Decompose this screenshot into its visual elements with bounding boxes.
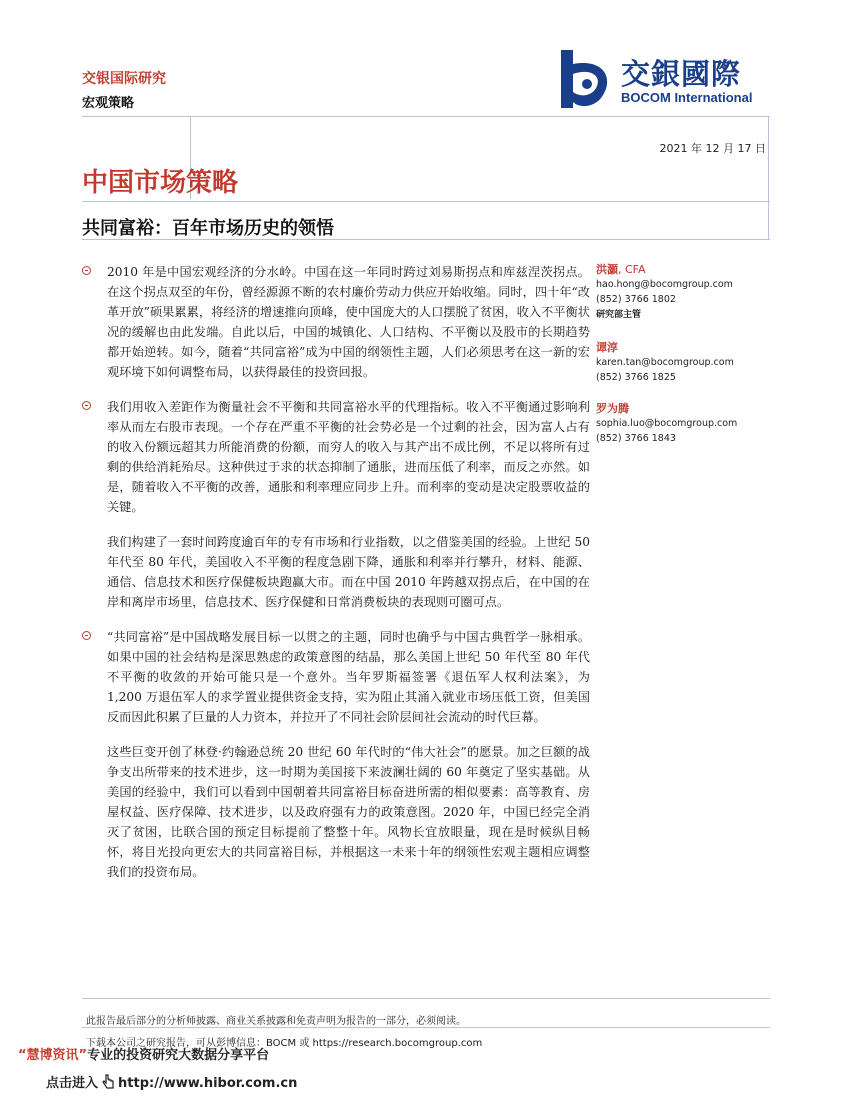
- bullet-icon: [82, 401, 91, 410]
- watermark-prefix: 点击进入: [46, 1076, 99, 1091]
- page-title: 中国市场策略: [82, 168, 239, 198]
- analyst-email[interactable]: sophia.luo@bocomgroup.com: [596, 418, 738, 429]
- watermark-slogan: 专业的投资研究大数据分享平台: [87, 1048, 270, 1063]
- paragraph: [82, 627, 590, 727]
- watermark-link-line[interactable]: [46, 1072, 297, 1091]
- hand-cursor-icon: [100, 1074, 116, 1090]
- analyst-phone: (852) 3766 1825: [596, 372, 676, 383]
- download-note[interactable]: 下载本公司之研究报告，可从彭博信息：BOCM 或 https://research.bocomgroup.com: [86, 1038, 483, 1049]
- divider: [82, 1027, 770, 1028]
- divider: [82, 116, 770, 117]
- analyst-credential: , CFA: [618, 263, 646, 276]
- analyst-name: 洪灝: [596, 263, 618, 276]
- divider: [82, 201, 770, 202]
- analyst-sidebar: [596, 258, 776, 458]
- report-body: [82, 262, 590, 897]
- paragraph-text: 2010 年是中国宏观经济的分水岭。中国在这一年同时跨过刘易斯拐点和库兹涅茨拐点。在这个拐点双至的年份，曾经源源不断的农村廉价劳动力供应开始收缩。同时，四十年“改革开放”硕果累累，将经济的增速推向顶峰，使中国庞大的人口摆脱了贫困，收入不平衡状况的缓解也由此发端。自此以后，中国的城镇化、人口结构、不平衡以及股市的长期趋势都开始逆转。如今，随着“共同富裕”成为中国的纲领性主题，人们必须思考在这一新的宏观环境下如何调整布局，以获得最佳的投资回报。: [107, 265, 590, 379]
- disclaimer-note: 此报告最后部分的分析师披露、商业关系披露和免责声明为报告的一部分，必须阅读。: [86, 1016, 466, 1027]
- analyst-email[interactable]: karen.tan@bocomgroup.com: [596, 357, 734, 368]
- watermark-url[interactable]: http://www.hibor.com.cn: [118, 1076, 298, 1091]
- analyst-phone: (852) 3766 1802: [596, 294, 676, 305]
- report-date: 2021 年 12 月 17 日: [659, 142, 766, 155]
- analyst-role: 研究部主管: [596, 310, 642, 320]
- paragraph-text: “共同富裕”是中国战略发展目标一以贯之的主题，同时也确乎与中国古典哲学一脉相承。如果中国的社会结构是深思熟虑的政策意图的结晶，那么美国上世纪 50 年代至 80 年代不平衡的收敛的开始可能只是一个意外。当年罗斯福签署《退伍军人权利法案》，为 1,200 万退伍军人的求学置业提供资金支持，实为阻止其涌入就业市场压低工资，但美国反而因此积累了巨量的人力资本，并拉开了不同社会阶层间社会流动的时代巨幕。: [107, 630, 590, 724]
- paragraph-text: 我们用收入差距作为衡量社会不平衡和共同富裕水平的代理指标。收入不平衡通过影响利率从而左右股市表现。一个存在严重不平衡的社会势必是一个过剩的社会，因为富人占有的收入份额远超其力所能消费的份额，而穷人的收入与其产出不成比例，不足以将所有过剩的供给消耗殆尽。这种供过于求的状态抑制了通胀，进而压低了利率，而反之亦然。如是，随着收入不平衡的改善，通胀和利率理应同步上升。而利率的变动是决定股票收益的关键。: [107, 400, 590, 514]
- divider: [768, 117, 769, 239]
- paragraph: [82, 532, 590, 612]
- analyst-card: [596, 336, 776, 385]
- paragraph: [82, 397, 590, 517]
- analyst-card: [596, 258, 776, 324]
- org-name: 交银国际研究: [82, 71, 166, 87]
- paragraph: [82, 262, 590, 382]
- analyst-name: 谭淳: [596, 341, 618, 354]
- logo-name-en: BOCOM International: [621, 90, 753, 105]
- analyst-name: 罗为腾: [596, 402, 629, 415]
- paragraph: [82, 742, 590, 882]
- divider: [82, 239, 770, 240]
- logo-name-cn: 交銀國際: [621, 57, 742, 91]
- bullet-icon: [82, 631, 91, 640]
- watermark-line: [18, 1044, 269, 1063]
- bocom-logo-icon: [555, 50, 617, 110]
- bullet-icon: [82, 266, 91, 275]
- bocom-logo: [555, 50, 770, 110]
- analyst-email[interactable]: hao.hong@bocomgroup.com: [596, 279, 733, 290]
- divider: [82, 998, 770, 999]
- analyst-card: [596, 397, 776, 446]
- paragraph-text: 我们构建了一套时间跨度逾百年的专有市场和行业指数，以之借鉴美国的经验。上世纪 50 年代至 80 年代，美国收入不平衡的程度急剧下降，通胀和利率并行攀升，材料、能源、通信、信息技术和医疗保健板块跑赢大市。而在中国 2010 年跨越双拐点后，在中国的在岸和离岸市场里，信息技术、医疗保健和日常消费板块的表现则可圈可点。: [107, 535, 590, 609]
- report-subtitle: 共同富裕：百年市场历史的领悟: [82, 218, 334, 239]
- watermark-brand: “慧博资讯”: [18, 1048, 88, 1063]
- analyst-phone: (852) 3766 1843: [596, 433, 676, 444]
- report-category: 宏观策略: [82, 96, 135, 111]
- paragraph-text: 这些巨变开创了林登·约翰逊总统 20 世纪 60 年代时的“伟大社会”的愿景。加之巨额的战争支出所带来的技术进步，这一时期为美国接下来波澜壮阔的 60 年奠定了坚实基础。从美国的经验中，我们可以看到中国朝着共同富裕目标奋进所需的相似要素：高等教育、房屋权益、医疗保障、技术进步，以及政府强有力的政策意图。2020 年，中国已经完全消灭了贫困，比联合国的预定目标提前了整整十年。风物长宜放眼量，现在是时候纵目畅怀，将目光投向更宏大的共同富裕目标，并根据这一未来十年的纲领性宏观主题相应调整我们的投资布局。: [107, 745, 590, 879]
